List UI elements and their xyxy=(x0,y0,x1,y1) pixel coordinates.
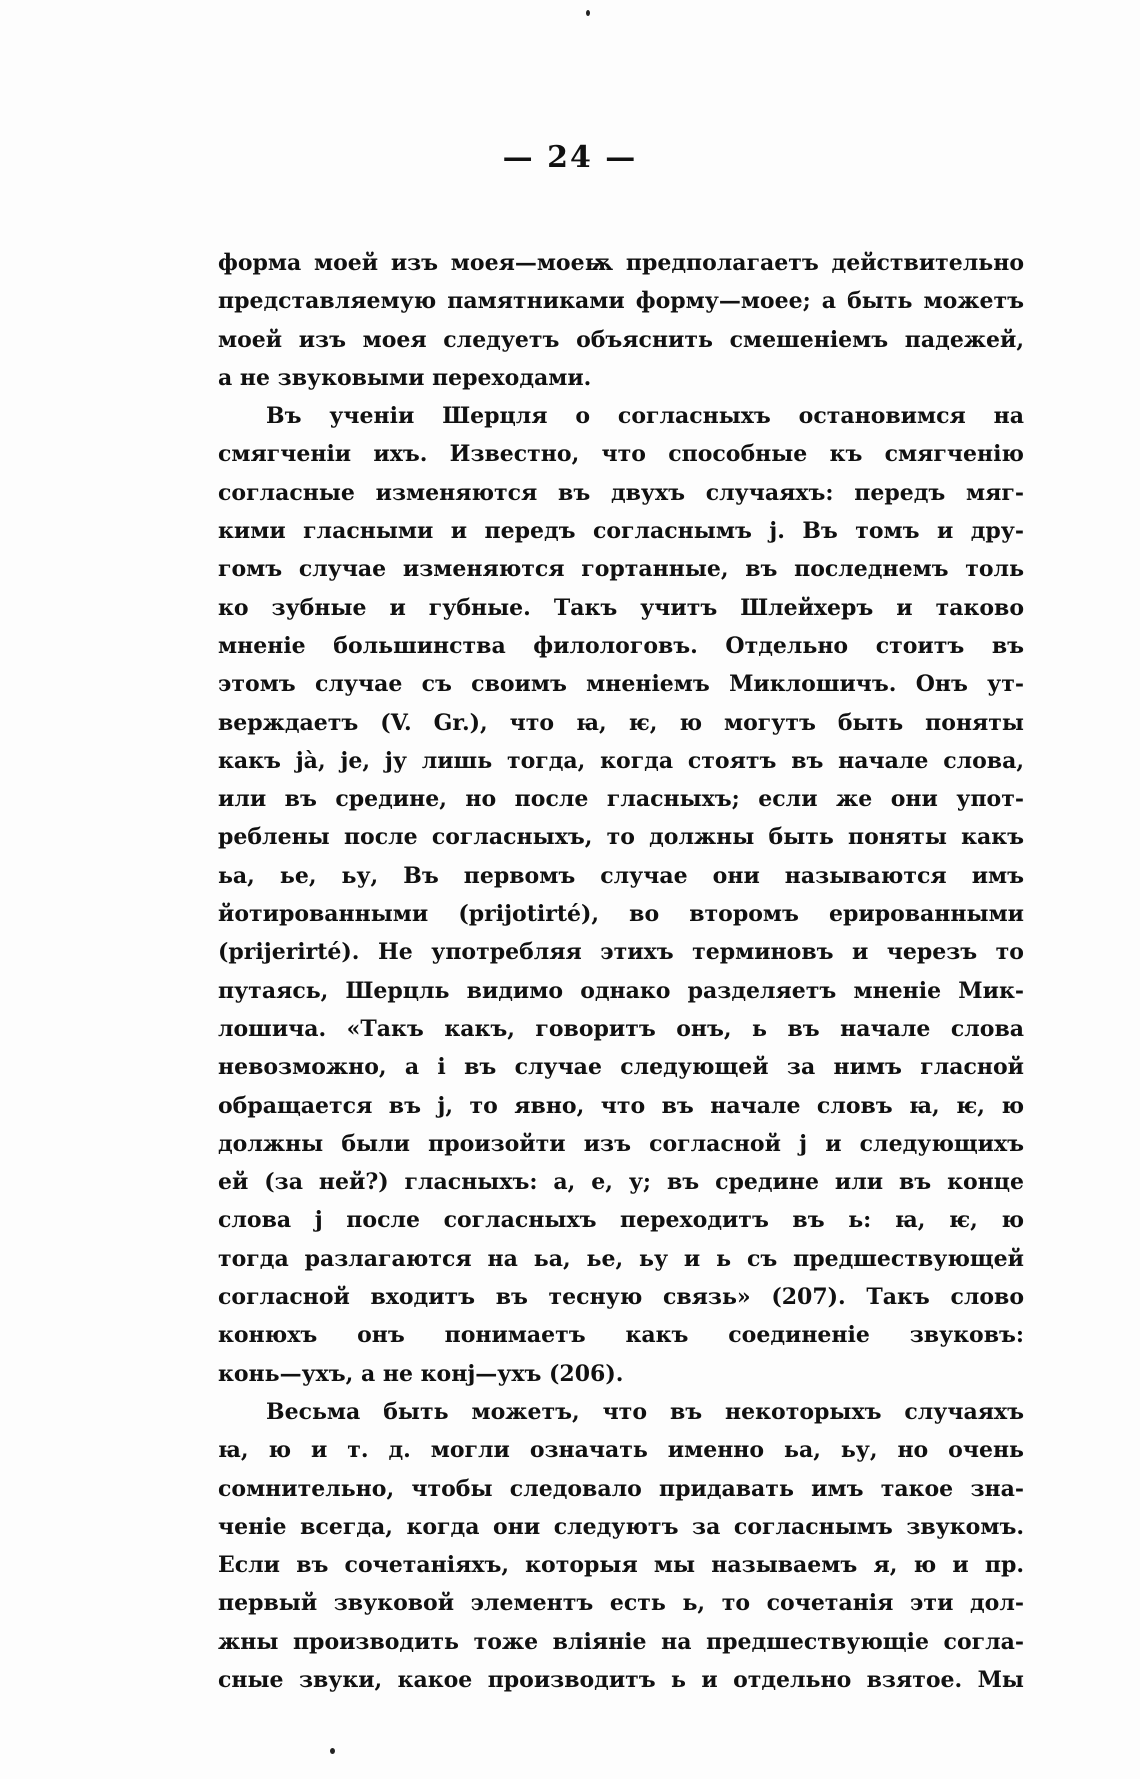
text-line: сомнительно, чтобы следовало придавать имъ такое зна- xyxy=(218,1475,1024,1502)
text-line: первый звуковой элементъ есть ь, то сочетанія эти дол- xyxy=(218,1590,1024,1617)
text-line: смягченіи ихъ. Известно, что способные къ смягченію xyxy=(218,441,1024,468)
text-line: согласные изменяются въ двухъ случаяхъ: передъ мяг- xyxy=(218,479,1024,506)
text-line: конь—ухъ, а не конj—ухъ (206). xyxy=(218,1360,624,1387)
paragraph-start-line: Весьма быть можетъ, что въ некоторыхъ случаяхъ xyxy=(266,1398,1024,1425)
print-speck xyxy=(586,10,590,16)
text-line: обращается въ j, то явно, что въ начале словъ ꙗ, ѥ, ю xyxy=(218,1092,1024,1119)
text-line: реблены после согласныхъ, то должны быть поняты какъ xyxy=(218,824,1024,851)
text-line: этомъ случае съ своимъ мненіемъ Миклошичъ. Онъ ут- xyxy=(218,671,1024,698)
text-line: жны производить тоже вліяніе на предшествующіе согла- xyxy=(218,1628,1024,1655)
print-speck xyxy=(330,1748,335,1754)
text-line: кими гласными и передъ согласнымъ j. Въ томъ и дру- xyxy=(218,518,1024,545)
text-line: а не звуковыми переходами. xyxy=(218,364,592,391)
text-line: должны были произойти изъ согласной j и следующихъ xyxy=(218,1130,1024,1157)
text-line: тогда разлагаются на ьа, ье, ьу и ь съ предшествующей xyxy=(218,1245,1024,1272)
text-line: мненіе большинства филологовъ. Отдельно стоитъ въ xyxy=(218,632,1024,659)
text-line: ченіе всегда, когда они следуютъ за согласнымъ звукомъ. xyxy=(218,1513,1024,1540)
text-line: невозможно, а і въ случае следующей за нимъ гласной xyxy=(218,1054,1024,1081)
text-line: йотированными (prijotirté), во второмъ ерированными xyxy=(218,901,1024,928)
text-line: моей изъ моея следуетъ объяснить смешеніемъ падежей, xyxy=(218,326,1024,353)
text-line: сные звуки, какое производитъ ь и отдельно взятое. Мы xyxy=(218,1666,1024,1693)
text-line: ко зубные и губные. Такъ учитъ Шлейхеръ и таково xyxy=(218,594,1024,621)
text-line: конюхъ онъ понимаетъ какъ соединеніе звуковъ: xyxy=(218,1322,1024,1349)
text-line: ей (за ней?) гласныхъ: а, е, у; въ средине или въ конце xyxy=(218,1169,1024,1196)
text-line: согласной входитъ въ тесную связь» (207). Такъ слово xyxy=(218,1284,1024,1311)
text-line: (prijerirté). Не употребляя этихъ терминовъ и черезъ то xyxy=(218,939,1024,966)
text-line: или въ средине, но после гласныхъ; если же они упот- xyxy=(218,786,1024,813)
text-line: Если въ сочетаніяхъ, которыя мы называемъ я, ю и пр. xyxy=(218,1552,1024,1579)
page-number: — 24 — xyxy=(502,140,638,175)
text-line: какъ jà, je, jу лишь тогда, когда стоятъ въ начале слова, xyxy=(218,747,1024,774)
text-line: ьа, ье, ьу, Въ первомъ случае они называются имъ xyxy=(218,862,1024,889)
body-text xyxy=(218,244,1024,1699)
text-line: представляемую памятниками форму—моее; а быть можетъ xyxy=(218,288,1024,315)
text-line: гомъ случае изменяются гортанные, въ последнемъ толь xyxy=(218,556,1024,583)
text-line: верждаетъ (V. Gr.), что ꙗ, ѥ, ю могутъ быть поняты xyxy=(218,709,1024,736)
text-line: ꙗ, ю и т. д. могли означать именно ьа, ьу, но очень xyxy=(218,1437,1024,1464)
text-line: путаясь, Шерцль видимо однако разделяетъ мненіе Мик- xyxy=(218,977,1024,1004)
text-line: слова j после согласныхъ переходитъ въ ь: ꙗ, ѥ, ю xyxy=(218,1207,1024,1234)
text-line: лошича. «Такъ какъ, говоритъ онъ, ь въ начале слова xyxy=(218,1015,1024,1042)
paragraph-start-line: Въ ученіи Шерцля о согласныхъ остановимся на xyxy=(266,403,1024,430)
text-line: форма моей изъ моея—моеѭ предполагаетъ действительно xyxy=(218,250,1024,276)
